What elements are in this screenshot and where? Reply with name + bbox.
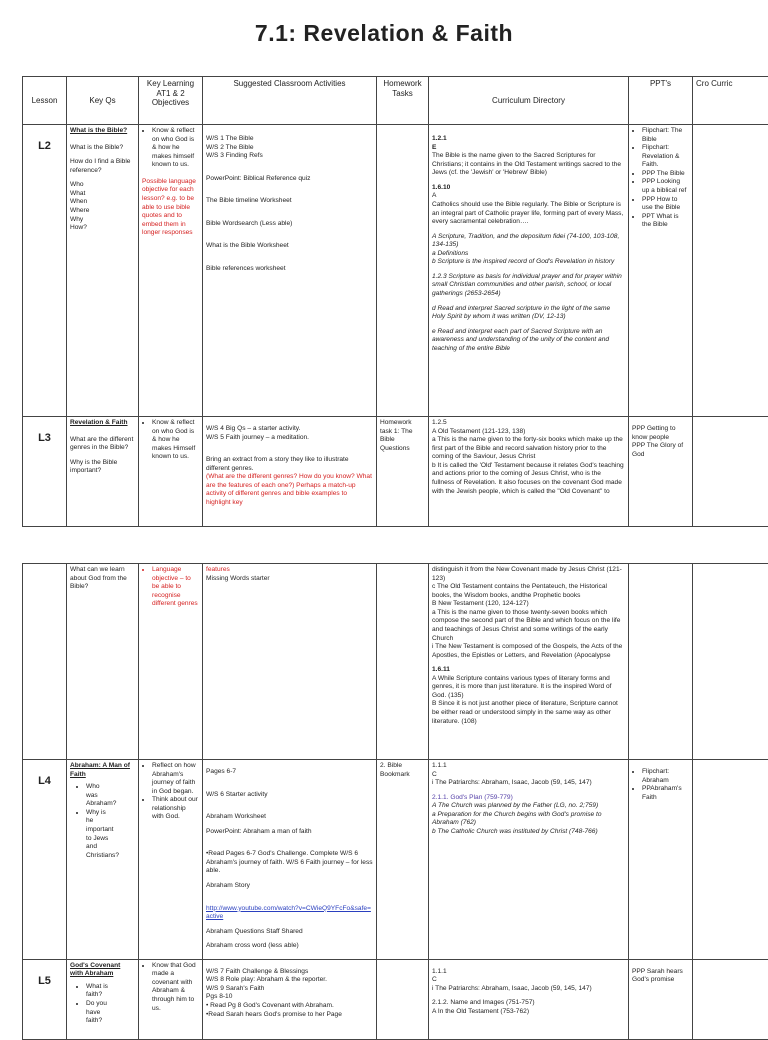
ppt-list: PPP Sarah hears God's promise xyxy=(629,959,693,1039)
lesson-table-top xyxy=(22,76,768,527)
objectives: • Language objective – to be able to recognise different genres xyxy=(139,564,203,760)
curriculum-directory: distinguish it from the New Covenant made by Jesus Christ (121-123) c The Old Testament contains the Pentateuch, the Historical books, the Wisdom books, andthe Prophetic books B New Testament (120, 124-127) a This is the name given to those twenty-seven books which compose the second part of the Bible and which focus on the life and teachings of Jesus Christ and some writings of the early Church i The New Testament is composed of the Gospels, the Acts of the Apostles, the Epistles or Letters, and Revelation (Apocalypse 1.6.11 A While Scripture contains various types of literary forms and genres, it is more than just literature. It is the inspired Word of God. (135) B Since it is not just another piece of literature, Scripture cannot be either read or understood simply in the same way as other literature. (108) xyxy=(429,564,629,760)
cross-curricular xyxy=(693,125,768,417)
ppt-list: • Flipchart: Abraham • PPAbraham's Faith xyxy=(629,760,693,960)
header-row xyxy=(23,77,768,125)
table-row-l4 xyxy=(23,760,768,960)
key-questions: What is the Bible? What is the Bible? How do I find a Bible reference? Who What When Where Why How? xyxy=(67,125,139,417)
activities: Pages 6-7 W/S 6 Starter activity Abraham Worksheet PowerPoint: Abraham a man of faith •Read Pages 6-7 God's Challenge. Complete W/S 6 Abraham's journey of faith. W/S 6 Faith journey – for less able. Abraham Story http://www.youtube.com/watch?v=CWieQ9YFcFo&safe=active Abraham Questions Staff Shared Abraham cross word (less able) xyxy=(203,760,377,960)
homework: 2. Bible Bookmark xyxy=(377,760,429,960)
key-questions: What can we learn about God from the Bible? xyxy=(67,564,139,760)
header-lesson: Lesson xyxy=(23,77,67,125)
header-cross: Cro Curric xyxy=(693,77,768,125)
page-title: 7.1: Revelation & Faith xyxy=(0,20,768,47)
curriculum-directory: 1.2.5 A Old Testament (121-123, 138) a This is the name given to the forty-six books which make up the first part of the Bible and record salvation history prior to the coming of the Saviour, Jesus Christ b It is called the 'Old' Testament because it relates God's teaching and actions prior to the coming of Jesus Christ, who is the fullness of Revelation. It also focuses on the covenant God made with the Jewish people, which is called the "Old Covenant" to xyxy=(429,417,629,527)
curriculum-directory: 1.2.1 E The Bible is the name given to the Sacred Scriptures for Christians; it contains in the Old Testament writings sacred to the Jews (cf. the 'Jewish' or 'Hebrew' Bible) 1.6.10 A Catholics should use the Bible regularly. The Bible or Scripture is an integral part of Catholic prayer life, forming part of every Mass, every sacramental celebration…. A Scripture, Tradition, and the depositum fidei (74-100, 103-108, 134-135) a Definitions b Scripture is the inspired record of God's Revelation in history 1.2.3 Scripture as basis for individual prayer and for prayer within small Christian communities and other parish, school, or local gatherings (2653-2654) d Read and interpret Sacred scripture in the light of the same Holy Spirit by whom it was written (DV, 12-13) e Read and interpret each part of Sacred Scripture with an awareness and understanding of the unity of the content and teaching of the entire Bible xyxy=(429,125,629,417)
lesson-heading: What is the Bible? xyxy=(70,127,135,136)
header-objectives: Key Learning AT1 & 2 Objectives xyxy=(139,77,203,125)
header-keyqs: Key Qs xyxy=(67,77,139,125)
table-row-l5 xyxy=(23,959,768,1039)
objectives: • Know & reflect on who God is & how he makes himself known to us. Possible language objective for each lesson? e.g. to be able to use bible quotes and to embed them in longer responses xyxy=(139,125,203,417)
homework xyxy=(377,125,429,417)
header-curriculum: Curriculum Directory xyxy=(429,77,629,125)
key-questions: God's Covenant with Abraham • What is faith? • Do you have faith? xyxy=(67,959,139,1039)
activities: W/S 4 Big Qs – a starter activity. W/S 5 Faith journey – a meditation. Bring an extract from a story they like to illustrate different genres. (What are the different genres? How do you know? What are the features of each one?) Perhaps a match-up activity of different genres and bible examples to highlight key xyxy=(203,417,377,527)
lesson-number: L3 xyxy=(23,417,67,527)
activities: W/S 1 The Bible W/S 2 The Bible W/S 3 Finding Refs PowerPoint: Biblical Reference quiz The Bible timeline Worksheet Bible Wordsearch (Less able) What is the Bible Worksheet Bible references worksheet xyxy=(203,125,377,417)
abraham-video-link[interactable]: http://www.youtube.com/watch?v=CWieQ9YFcFo&safe=active xyxy=(206,905,373,922)
homework xyxy=(377,959,429,1039)
cross-curricular xyxy=(693,760,768,960)
lesson-number xyxy=(23,564,67,760)
objectives: • Know that God made a covenant with Abraham & through him to us. xyxy=(139,959,203,1039)
key-questions: Revelation & Faith What are the different genres in the Bible? Why is the Bible important? xyxy=(67,417,139,527)
homework: Homework task 1: The Bible Questions xyxy=(377,417,429,527)
objectives: • Know & reflect on who God is & how he makes Himself known to us. xyxy=(139,417,203,527)
cross-curricular xyxy=(693,417,768,527)
homework xyxy=(377,564,429,760)
lesson-heading: Abraham: A Man of Faith xyxy=(70,762,135,779)
ppt-list xyxy=(629,564,693,760)
lesson-number: L2 xyxy=(23,125,67,417)
ppt-list: • Flipchart: The Bible • Flipchart: Revelation & Faith. • PPP The Bible • PPP Looking up a biblical ref • PPP How to use the Bible • PPT What is the Bible xyxy=(629,125,693,417)
table-row-l3-continued xyxy=(23,564,768,760)
header-homework: Homework Tasks xyxy=(377,77,429,125)
lesson-heading: Revelation & Faith xyxy=(70,419,135,428)
objectives: • Reflect on how Abraham's journey of faith in God began. • Think about our relationship with God. xyxy=(139,760,203,960)
activities: W/S 7 Faith Challenge & Blessings W/S 8 Role play: Abraham & the reporter. W/S 9 Sarah's Faith Pgs 8-10 • Read Pg 8 God's Covenant with Abraham. •Read Sarah hears God's promise to her Page xyxy=(203,959,377,1039)
activities: features Missing Words starter xyxy=(203,564,377,760)
ppt-list: PPP Getting to know people PPP The Glory of God xyxy=(629,417,693,527)
cross-curricular xyxy=(693,564,768,760)
curriculum-directory: 1.1.1 C i The Patriarchs: Abraham, Isaac, Jacob (59, 145, 147) 2.1.2. Name and Images (751-757) A In the Old Testament (753-762) xyxy=(429,959,629,1039)
table-row-l2 xyxy=(23,125,768,417)
curriculum-directory: 1.1.1 C i The Patriarchs: Abraham, Isaac, Jacob (59, 145, 147) 2.1.1. God's Plan (759-779) A The Church was planned by the Father (LG, no. 2;759) a Preparation for the Church begins with God's promise to Abraham (762) b The Catholic Church was instituted by Christ (748-766) xyxy=(429,760,629,960)
header-activities: Suggested Classroom Activities xyxy=(203,77,377,125)
lesson-number: L4 xyxy=(23,760,67,960)
cross-curricular xyxy=(693,959,768,1039)
table-row-l3 xyxy=(23,417,768,527)
key-questions: Abraham: A Man of Faith • Who was Abraham? • Why is he important to Jews and Christians? xyxy=(67,760,139,960)
header-ppt: PPT's xyxy=(629,77,693,125)
lesson-heading: God's Covenant with Abraham xyxy=(70,962,135,979)
lesson-table-bottom xyxy=(22,563,768,1040)
lesson-number: L5 xyxy=(23,959,67,1039)
